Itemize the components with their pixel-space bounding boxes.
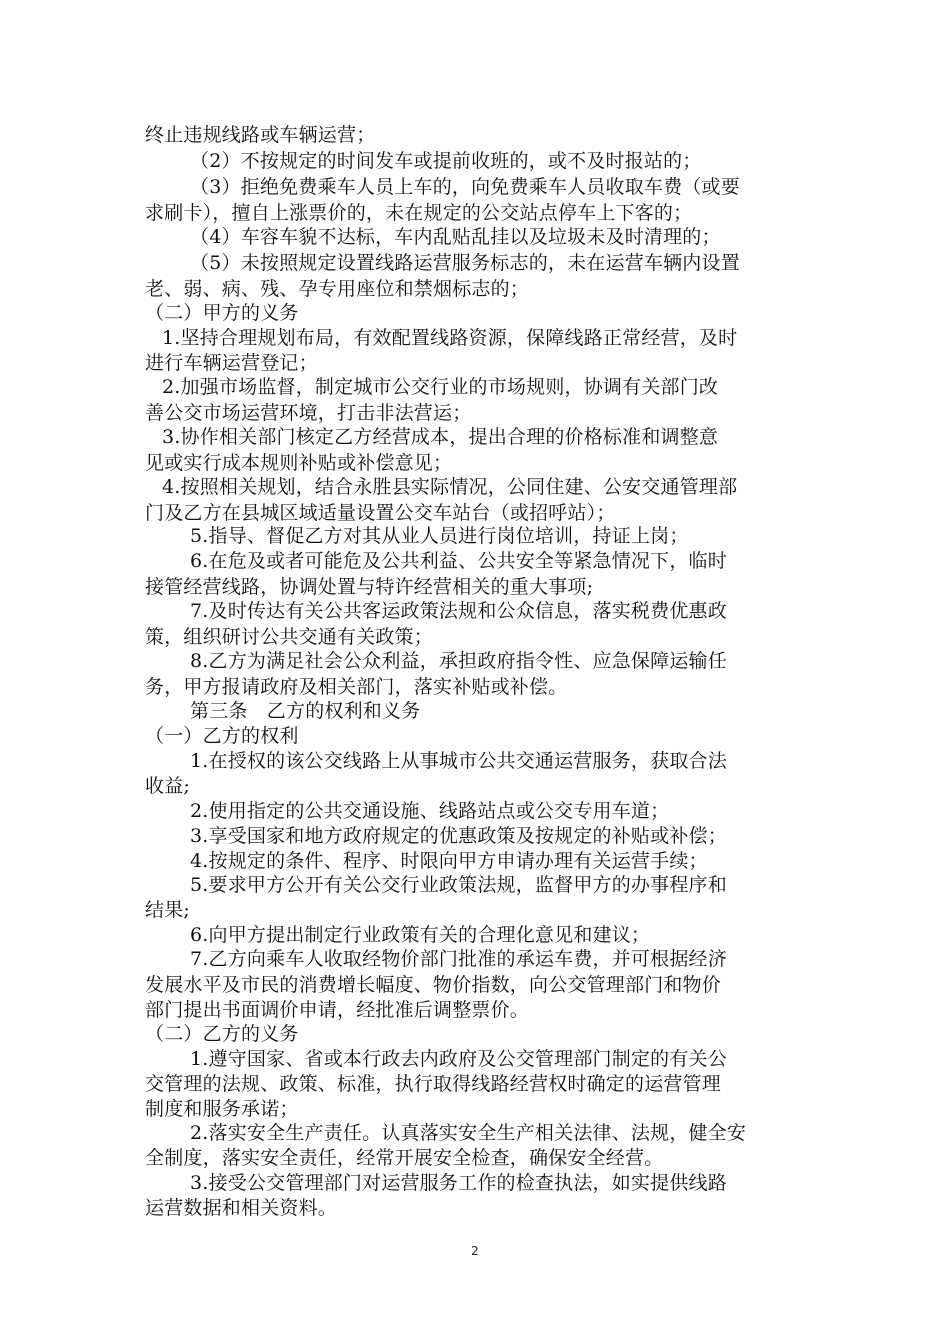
text-line-7: 老、弱、病、残、孕专用座位和禁烟标志的； [145, 278, 530, 300]
text-line-19: 接管经营线路，协调处置与特许经营相关的重大事项; [145, 576, 594, 598]
text-line-43: 3.接受公交管理部门对运营服务工作的检查执法，如实提供线路 [190, 1172, 727, 1194]
text-line-33: 6.向甲方提出制定行业政策有关的合理化意见和建议； [190, 924, 651, 946]
text-line-9: 1.坚持合理规划布局，有效配置线路资源，保障线路正常经营，及时 [162, 327, 738, 349]
text-line-31: 5.要求甲方公开有关公交行业政策法规，监督甲方的办事程序和 [190, 874, 727, 896]
text-line-32: 结果; [145, 899, 191, 921]
text-line-26: 1.在授权的该公交线路上从事城市公共交通运营服务，获取合法 [190, 750, 727, 772]
text-line-29: 3.享受国家和地方政府规定的优惠政策及按规定的补贴或补偿； [190, 825, 727, 847]
text-line-16: 门及乙方在县城区域适量设置公交车站台（或招呼站）； [145, 502, 616, 524]
text-line-42: 全制度，落实安全责任，经常开展安全检查，确保安全经营。 [145, 1147, 664, 1169]
text-line-10: 进行车辆运营登记； [145, 352, 318, 374]
text-line-44: 运营数据和相关资料。 [145, 1197, 338, 1219]
text-line-13: 3.协作相关部门核定乙方经营成本，提出合理的价格标准和调整意 [162, 426, 719, 448]
section-heading-party-a-obligations: （二）甲方的义务 [145, 302, 299, 324]
text-line-34: 7.乙方向乘车人收取经物价部门批准的承运车费，并可根据经济 [190, 948, 727, 970]
page-number: 2 [471, 1244, 479, 1258]
text-line-2: （2）不按规定的时间发车或提前收班的，或不及时报站的； [190, 150, 702, 172]
text-line-41: 2.落实安全生产责任。认真落实安全生产相关法律、法规，健全安 [190, 1122, 747, 1144]
text-line-40: 制度和服务承诺； [145, 1098, 299, 1120]
text-line-3: （3）拒绝免费乘车人员上车的，向免费乘车人员收取车费（或要 [190, 176, 740, 198]
text-line-22: 8.乙方为满足社会公众利益，承担政府指令性、应急保障运输任 [190, 650, 727, 672]
text-line-18: 6.在危及或者可能危及公共利益、公共安全等紧急情况下，临时 [190, 550, 727, 572]
text-line-27: 收益; [145, 775, 191, 797]
text-line-35: 发展水平及市民的消费增长幅度、物价指数，向公交管理部门和物价 [145, 974, 722, 996]
text-line-15: 4.按照相关规划，结合永胜县实际情况，公同住建、公安交通管理部 [162, 476, 738, 498]
text-line-28: 2.使用指定的公共交通设施、线路站点或公交专用车道； [190, 800, 670, 822]
text-line-11: 2.加强市场监督，制定城市公交行业的市场规则，协调有关部门改 [162, 376, 719, 398]
text-line-20: 7.及时传达有关公共客运政策法规和公众信息，落实税费优惠政 [190, 600, 727, 622]
text-line-23: 务，甲方报请政府及相关部门，落实补贴或补偿。 [145, 676, 568, 698]
text-line-4: 求刷卡），擅自上涨票价的，未在规定的公交站点停车上下客的； [145, 202, 693, 224]
text-line-39: 交管理的法规、政策、标准，执行取得线路经营权时确定的运营管理 [145, 1073, 722, 1095]
text-line-17: 5.指导、督促乙方对其从业人员进行岗位培训，持证上岗； [190, 525, 689, 547]
text-line-1: 终止违规线路或车辆运营； [145, 124, 376, 146]
section-heading-party-b-obligations: （二）乙方的义务 [145, 1023, 299, 1045]
text-line-5: （4）车容车貌不达标，车内乱贴乱挂以及垃圾未及时清理的； [190, 226, 721, 248]
section-heading-party-b-rights: （一）乙方的权利 [145, 725, 299, 747]
text-line-6: （5）未按照规定设置线路运营服务标志的，未在运营车辆内设置 [190, 252, 740, 274]
text-line-21: 策，组织研讨公共交通有关政策； [145, 626, 434, 648]
article-heading-party-b-rights-obligations: 第三条 乙方的权利和义务 [190, 700, 421, 722]
text-line-14: 见或实行成本规则补贴或补偿意见； [145, 452, 453, 474]
text-line-38: 1.遵守国家、省或本行政去内政府及公交管理部门制定的有关公 [190, 1048, 727, 1070]
text-line-36: 部门提出书面调价申请，经批准后调整票价。 [145, 999, 530, 1021]
text-line-12: 善公交市场运营环境，打击非法营运； [145, 402, 472, 424]
text-line-30: 4.按规定的条件、程序、时限向甲方申请办理有关运营手续； [190, 850, 708, 872]
